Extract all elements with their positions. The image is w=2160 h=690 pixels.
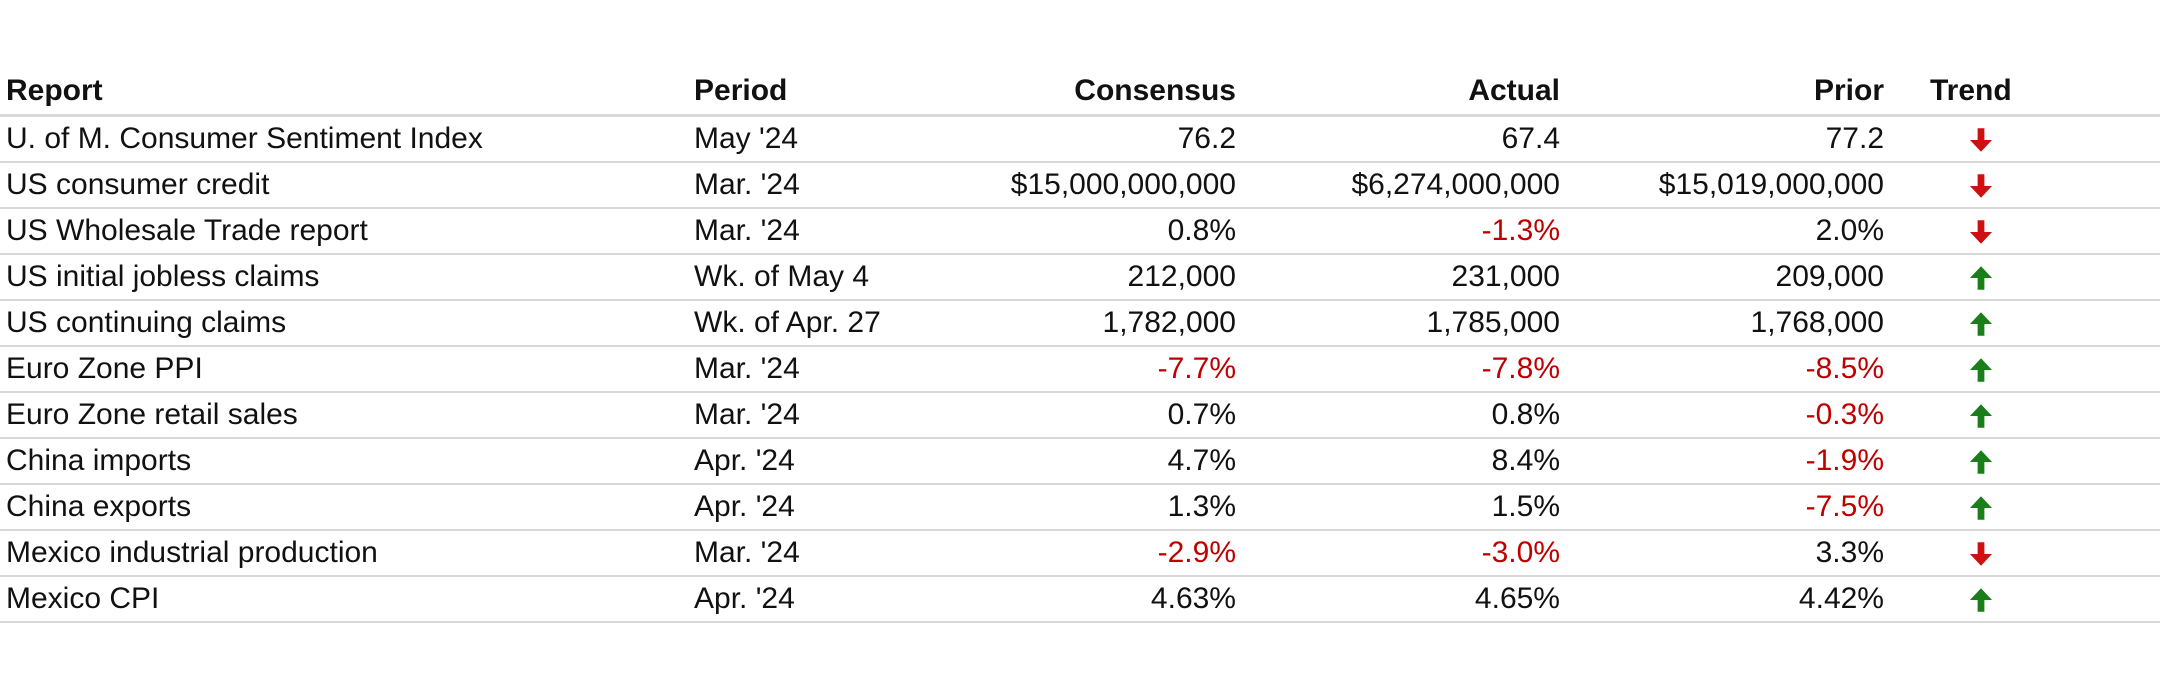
cell-consensus: 0.8%: [918, 208, 1242, 254]
cell-consensus: 4.63%: [918, 576, 1242, 622]
cell-report: U. of M. Consumer Sentiment Index: [0, 116, 688, 163]
up-arrow-icon: [1968, 403, 1994, 429]
economic-reports-table: [0, 60, 2160, 623]
cell-actual: $6,274,000,000: [1242, 162, 1566, 208]
cell-actual: 4.65%: [1242, 576, 1566, 622]
cell-trend: [1890, 208, 2160, 254]
header-period: Period: [688, 60, 918, 116]
cell-trend: [1890, 392, 2160, 438]
cell-trend: [1890, 438, 2160, 484]
down-arrow-icon: [1968, 173, 1994, 199]
cell-prior: 209,000: [1566, 254, 1890, 300]
up-arrow-icon: [1968, 265, 1994, 291]
cell-period: May '24: [688, 116, 918, 163]
table-row: [0, 254, 2160, 300]
cell-prior: 4.42%: [1566, 576, 1890, 622]
cell-report: US Wholesale Trade report: [0, 208, 688, 254]
cell-prior: -8.5%: [1566, 346, 1890, 392]
header-actual: Actual: [1242, 60, 1566, 116]
cell-period: Mar. '24: [688, 208, 918, 254]
table-row: [0, 162, 2160, 208]
cell-report: Euro Zone retail sales: [0, 392, 688, 438]
cell-period: Apr. '24: [688, 438, 918, 484]
header-consensus: Consensus: [918, 60, 1242, 116]
cell-trend: [1890, 116, 2160, 163]
cell-actual: -3.0%: [1242, 530, 1566, 576]
cell-prior: -0.3%: [1566, 392, 1890, 438]
cell-period: Apr. '24: [688, 484, 918, 530]
cell-report: US initial jobless claims: [0, 254, 688, 300]
cell-prior: 1,768,000: [1566, 300, 1890, 346]
cell-period: Mar. '24: [688, 392, 918, 438]
cell-actual: 1,785,000: [1242, 300, 1566, 346]
cell-prior: 77.2: [1566, 116, 1890, 163]
cell-trend: [1890, 300, 2160, 346]
cell-prior: $15,019,000,000: [1566, 162, 1890, 208]
cell-report: China imports: [0, 438, 688, 484]
cell-consensus: -7.7%: [918, 346, 1242, 392]
cell-report: Mexico CPI: [0, 576, 688, 622]
cell-consensus: 212,000: [918, 254, 1242, 300]
cell-actual: -1.3%: [1242, 208, 1566, 254]
up-arrow-icon: [1968, 311, 1994, 337]
cell-report: China exports: [0, 484, 688, 530]
header-trend: Trend: [1890, 60, 2160, 116]
cell-period: Wk. of May 4: [688, 254, 918, 300]
up-arrow-icon: [1968, 357, 1994, 383]
cell-actual: 1.5%: [1242, 484, 1566, 530]
cell-actual: 231,000: [1242, 254, 1566, 300]
up-arrow-icon: [1968, 587, 1994, 613]
cell-period: Mar. '24: [688, 162, 918, 208]
table-row: [0, 392, 2160, 438]
cell-consensus: 1,782,000: [918, 300, 1242, 346]
down-arrow-icon: [1968, 127, 1994, 153]
cell-period: Apr. '24: [688, 576, 918, 622]
cell-prior: -7.5%: [1566, 484, 1890, 530]
cell-trend: [1890, 576, 2160, 622]
cell-consensus: 4.7%: [918, 438, 1242, 484]
cell-consensus: 1.3%: [918, 484, 1242, 530]
cell-trend: [1890, 162, 2160, 208]
cell-consensus: $15,000,000,000: [918, 162, 1242, 208]
cell-report: Mexico industrial production: [0, 530, 688, 576]
cell-prior: 2.0%: [1566, 208, 1890, 254]
table-row: [0, 300, 2160, 346]
cell-report: US consumer credit: [0, 162, 688, 208]
table-row: [0, 530, 2160, 576]
up-arrow-icon: [1968, 495, 1994, 521]
cell-period: Mar. '24: [688, 530, 918, 576]
cell-consensus: -2.9%: [918, 530, 1242, 576]
table-row: [0, 576, 2160, 622]
cell-period: Wk. of Apr. 27: [688, 300, 918, 346]
cell-consensus: 0.7%: [918, 392, 1242, 438]
table-row: [0, 208, 2160, 254]
cell-trend: [1890, 530, 2160, 576]
cell-consensus: 76.2: [918, 116, 1242, 163]
cell-trend: [1890, 346, 2160, 392]
cell-period: Mar. '24: [688, 346, 918, 392]
table-row: [0, 484, 2160, 530]
cell-trend: [1890, 254, 2160, 300]
table-body: [0, 116, 2160, 623]
cell-actual: 67.4: [1242, 116, 1566, 163]
header-row: [0, 60, 2160, 116]
cell-trend: [1890, 484, 2160, 530]
cell-actual: 0.8%: [1242, 392, 1566, 438]
economic-reports-table-wrap: [0, 60, 2160, 623]
cell-actual: -7.8%: [1242, 346, 1566, 392]
cell-prior: -1.9%: [1566, 438, 1890, 484]
table-row: [0, 438, 2160, 484]
down-arrow-icon: [1968, 541, 1994, 567]
up-arrow-icon: [1968, 449, 1994, 475]
header-report: Report: [0, 60, 688, 116]
cell-report: Euro Zone PPI: [0, 346, 688, 392]
down-arrow-icon: [1968, 219, 1994, 245]
table-row: [0, 116, 2160, 163]
cell-prior: 3.3%: [1566, 530, 1890, 576]
table-row: [0, 346, 2160, 392]
header-prior: Prior: [1566, 60, 1890, 116]
cell-report: US continuing claims: [0, 300, 688, 346]
cell-actual: 8.4%: [1242, 438, 1566, 484]
